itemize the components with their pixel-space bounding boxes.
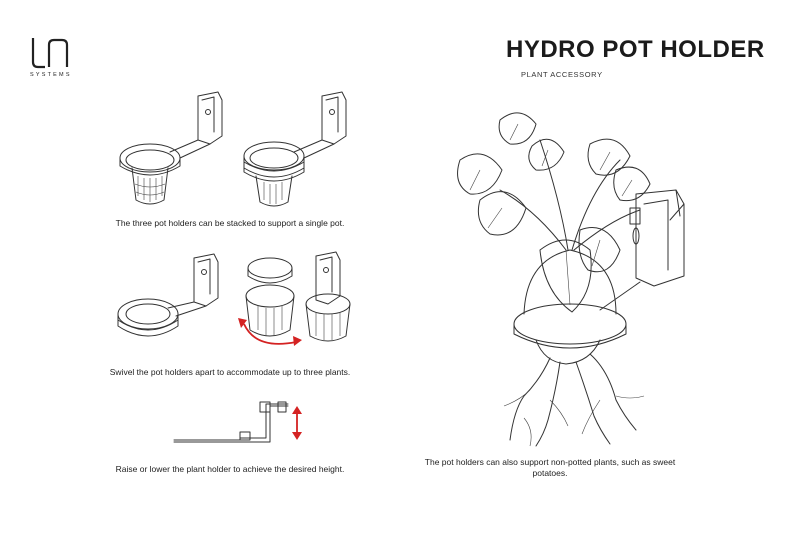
- height-adjust-illustration: [170, 398, 310, 448]
- stacked-holder-left: [120, 92, 222, 204]
- stacked-holder-right: [244, 92, 346, 206]
- feature-caption: The pot holders can also support non-potted plants, such as sweet potatoes.: [424, 457, 676, 478]
- three-pots-holder: [246, 252, 350, 341]
- brand-logo-mark: [30, 36, 72, 70]
- step-2-caption: Swivel the pot holders apart to accommodate up to three plants.: [109, 367, 351, 377]
- pot-ring: [514, 282, 640, 348]
- brand-logo-subtitle: SYSTEMS: [30, 72, 72, 78]
- page-subtitle: PLANT ACCESSORY: [521, 70, 603, 79]
- step-1-caption: The three pot holders can be stacked to support a single pot.: [115, 218, 345, 228]
- stacked-holders-illustration: [110, 88, 360, 213]
- swivel-arrow-icon: [238, 318, 302, 346]
- sweet-potato: [524, 250, 616, 364]
- page-title: HYDRO POT HOLDER: [506, 36, 765, 63]
- up-down-arrow-icon: [292, 406, 302, 440]
- plant-leaves: [458, 113, 650, 312]
- plant-holder-illustration: [440, 100, 700, 450]
- swivel-holders-illustration: [110, 250, 360, 360]
- step-3-caption: Raise or lower the plant holder to achieve the desired height.: [115, 464, 345, 474]
- plant-roots: [504, 354, 644, 446]
- single-ring-holder: [118, 254, 218, 336]
- wall-bracket: [630, 190, 684, 286]
- height-holder-side-view: [174, 402, 288, 442]
